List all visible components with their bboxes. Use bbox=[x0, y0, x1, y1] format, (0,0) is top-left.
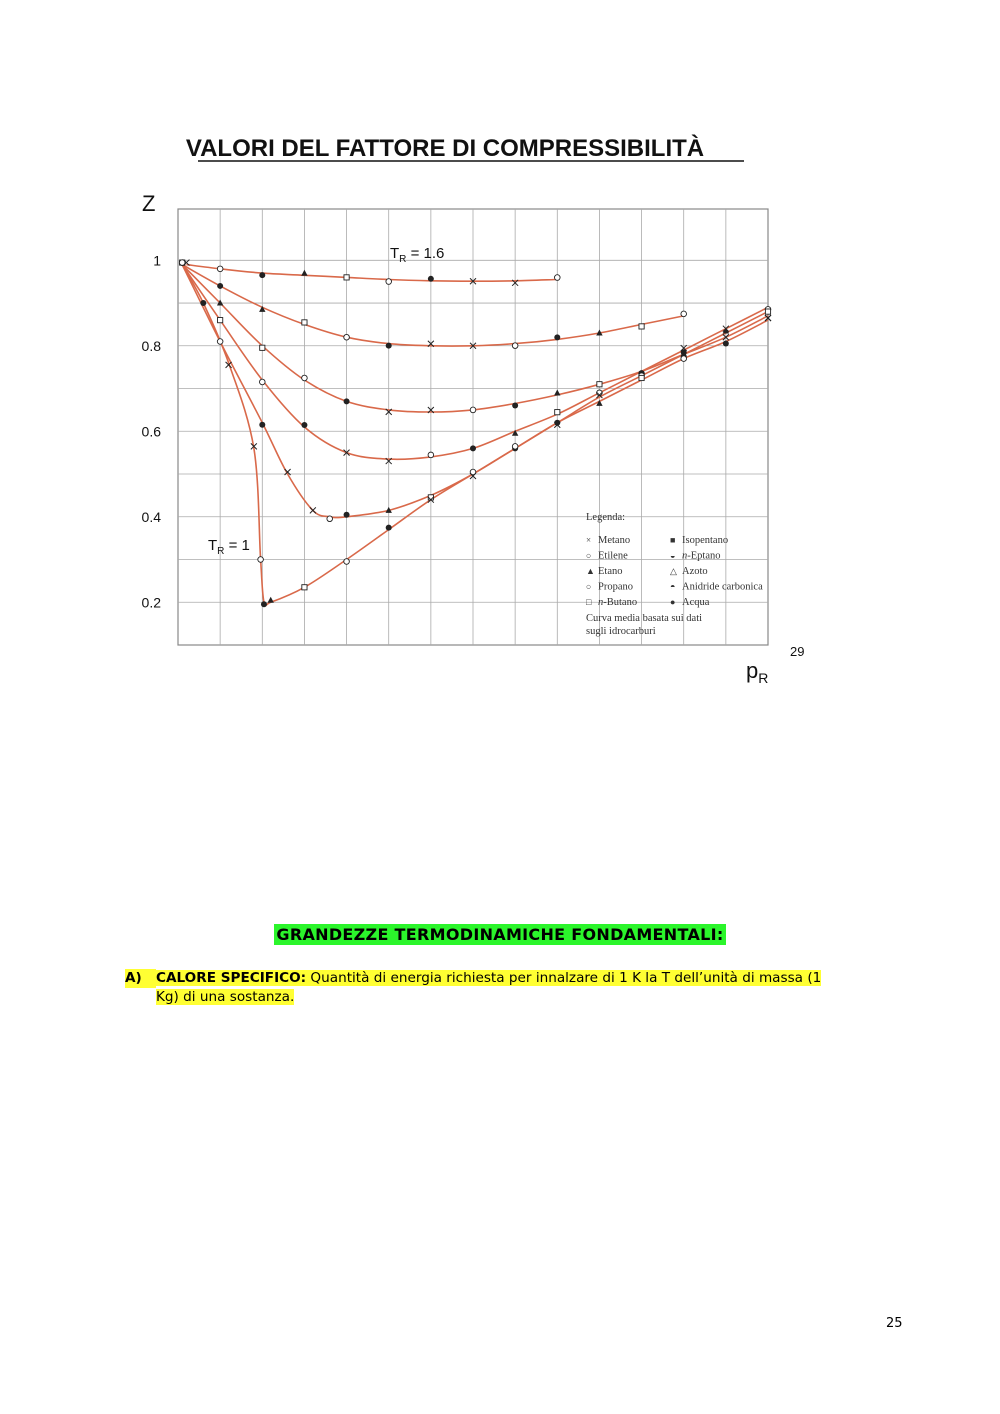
legend-symbol: ○ bbox=[586, 550, 592, 561]
isotherm-curves bbox=[182, 265, 768, 606]
legend-label: Acqua bbox=[682, 597, 710, 608]
data-point-metano bbox=[310, 507, 316, 513]
data-point-acqua bbox=[554, 420, 560, 426]
data-point-acqua bbox=[200, 300, 206, 306]
data-point-acqua bbox=[512, 402, 518, 408]
isotherm-curve bbox=[182, 265, 768, 460]
legend-title: Legenda: bbox=[586, 512, 626, 523]
legend-label: Etano bbox=[598, 566, 623, 577]
legend-symbol: ● bbox=[670, 597, 676, 607]
section-title: GRANDEZZE TERMODINAMICHE FONDAMENTALI: bbox=[276, 925, 724, 944]
legend-symbol: ▲ bbox=[586, 566, 595, 576]
curve-label-tr-1: $T_R = 1$ bbox=[208, 537, 250, 557]
data-point-acqua bbox=[217, 283, 223, 289]
data-point-etilene bbox=[344, 334, 350, 340]
data-point-butano bbox=[302, 585, 307, 590]
data-point-etilene bbox=[258, 557, 264, 563]
legend-label: Azoto bbox=[682, 566, 708, 577]
x-axis-label: $p_R$ bbox=[746, 658, 769, 686]
data-point-etilene bbox=[259, 379, 265, 385]
data-point-butano bbox=[260, 345, 265, 350]
data-point-acqua bbox=[259, 422, 265, 428]
legend-label: Etilene bbox=[598, 550, 628, 562]
data-point-butano bbox=[597, 382, 602, 387]
data-point-etilene bbox=[681, 311, 687, 317]
data-point-etilene bbox=[512, 444, 518, 450]
data-point-etilene bbox=[327, 516, 333, 522]
data-point-acqua bbox=[386, 343, 392, 349]
data-point-butano bbox=[555, 410, 560, 415]
data-point-etilene bbox=[386, 279, 392, 285]
legend-label: Propano bbox=[598, 581, 633, 593]
data-point-acqua bbox=[723, 341, 729, 347]
definition-item bbox=[125, 969, 905, 1007]
data-point-butano bbox=[302, 320, 307, 325]
data-point-etilene bbox=[179, 260, 185, 266]
legend-symbol: □ bbox=[586, 597, 592, 607]
legend-symbol: ■ bbox=[670, 535, 676, 545]
y-tick-label: 0.8 bbox=[141, 337, 161, 354]
data-point-etilene bbox=[217, 266, 223, 272]
y-tick-label: 0.2 bbox=[141, 594, 161, 611]
data-point-etano bbox=[268, 597, 274, 603]
isotherm-curve bbox=[186, 265, 557, 282]
data-point-etilene bbox=[302, 375, 308, 381]
data-point-etilene bbox=[428, 452, 434, 458]
data-point-etilene bbox=[681, 356, 687, 362]
data-point-butano bbox=[218, 318, 223, 323]
legend-note-line-2: sugli idrocarburi bbox=[586, 626, 656, 637]
data-point-acqua bbox=[301, 422, 307, 428]
data-point-acqua bbox=[344, 398, 350, 404]
curve-label-tr-1-6: $T_R = 1.6$ bbox=[390, 245, 445, 265]
item-text-line-1: Quantità di energia richiesta per innalzare di 1 K la T dell’unità di massa (1 bbox=[306, 970, 822, 986]
thermodynamics-section bbox=[0, 925, 1000, 1005]
data-point-acqua bbox=[470, 445, 476, 451]
data-point-acqua bbox=[261, 601, 267, 607]
data-point-etano bbox=[301, 270, 307, 276]
chart-legend bbox=[586, 512, 763, 637]
legend-symbol: ◒ bbox=[670, 550, 676, 561]
data-point-etilene bbox=[554, 275, 560, 281]
item-term: CALORE SPECIFICO: bbox=[156, 970, 307, 986]
data-point-butano bbox=[765, 309, 770, 314]
data-point-butano bbox=[639, 375, 644, 380]
y-tick-labels bbox=[142, 252, 162, 610]
legend-symbol: × bbox=[586, 535, 592, 545]
data-point-etano bbox=[554, 389, 560, 395]
data-point-butano bbox=[344, 275, 349, 280]
data-point-acqua bbox=[428, 276, 434, 282]
data-point-etilene bbox=[344, 559, 350, 565]
data-point-acqua bbox=[344, 512, 350, 518]
y-axis-label: Z bbox=[142, 191, 156, 216]
legend-label: n-Eptano bbox=[682, 550, 721, 562]
legend-symbol: ○ bbox=[586, 581, 592, 592]
data-point-acqua bbox=[259, 272, 265, 278]
data-point-etilene bbox=[470, 407, 476, 413]
legend-note-line-1: Curva media basata sui dati bbox=[586, 613, 703, 624]
isotherm-curve bbox=[182, 265, 768, 518]
data-point-acqua bbox=[554, 334, 560, 340]
compressibility-chart bbox=[130, 125, 820, 695]
item-letter: A) bbox=[125, 969, 156, 988]
data-point-etilene bbox=[217, 339, 223, 345]
data-point-acqua bbox=[386, 525, 392, 531]
legend-label: Isopentano bbox=[682, 535, 729, 546]
item-text-line-2: Kg) di una sostanza. bbox=[156, 989, 295, 1005]
data-point-etilene bbox=[512, 343, 518, 349]
legend-label: n-Butano bbox=[598, 597, 638, 608]
corner-number: 29 bbox=[790, 644, 805, 659]
legend-symbol: ◓ bbox=[670, 581, 676, 592]
page-number: 25 bbox=[886, 1316, 903, 1331]
chart-grid bbox=[178, 209, 768, 645]
legend-label: Anidride carbonica bbox=[682, 581, 763, 593]
legend-symbol: △ bbox=[670, 566, 677, 576]
y-tick-label: 1 bbox=[153, 252, 161, 269]
y-tick-label: 0.6 bbox=[141, 423, 161, 440]
chart-title: VALORI DEL FATTORE DI COMPRESSIBILITÀ bbox=[185, 135, 705, 162]
legend-label: Metano bbox=[598, 535, 631, 546]
data-point-butano bbox=[639, 324, 644, 329]
y-tick-label: 0.4 bbox=[141, 508, 161, 525]
